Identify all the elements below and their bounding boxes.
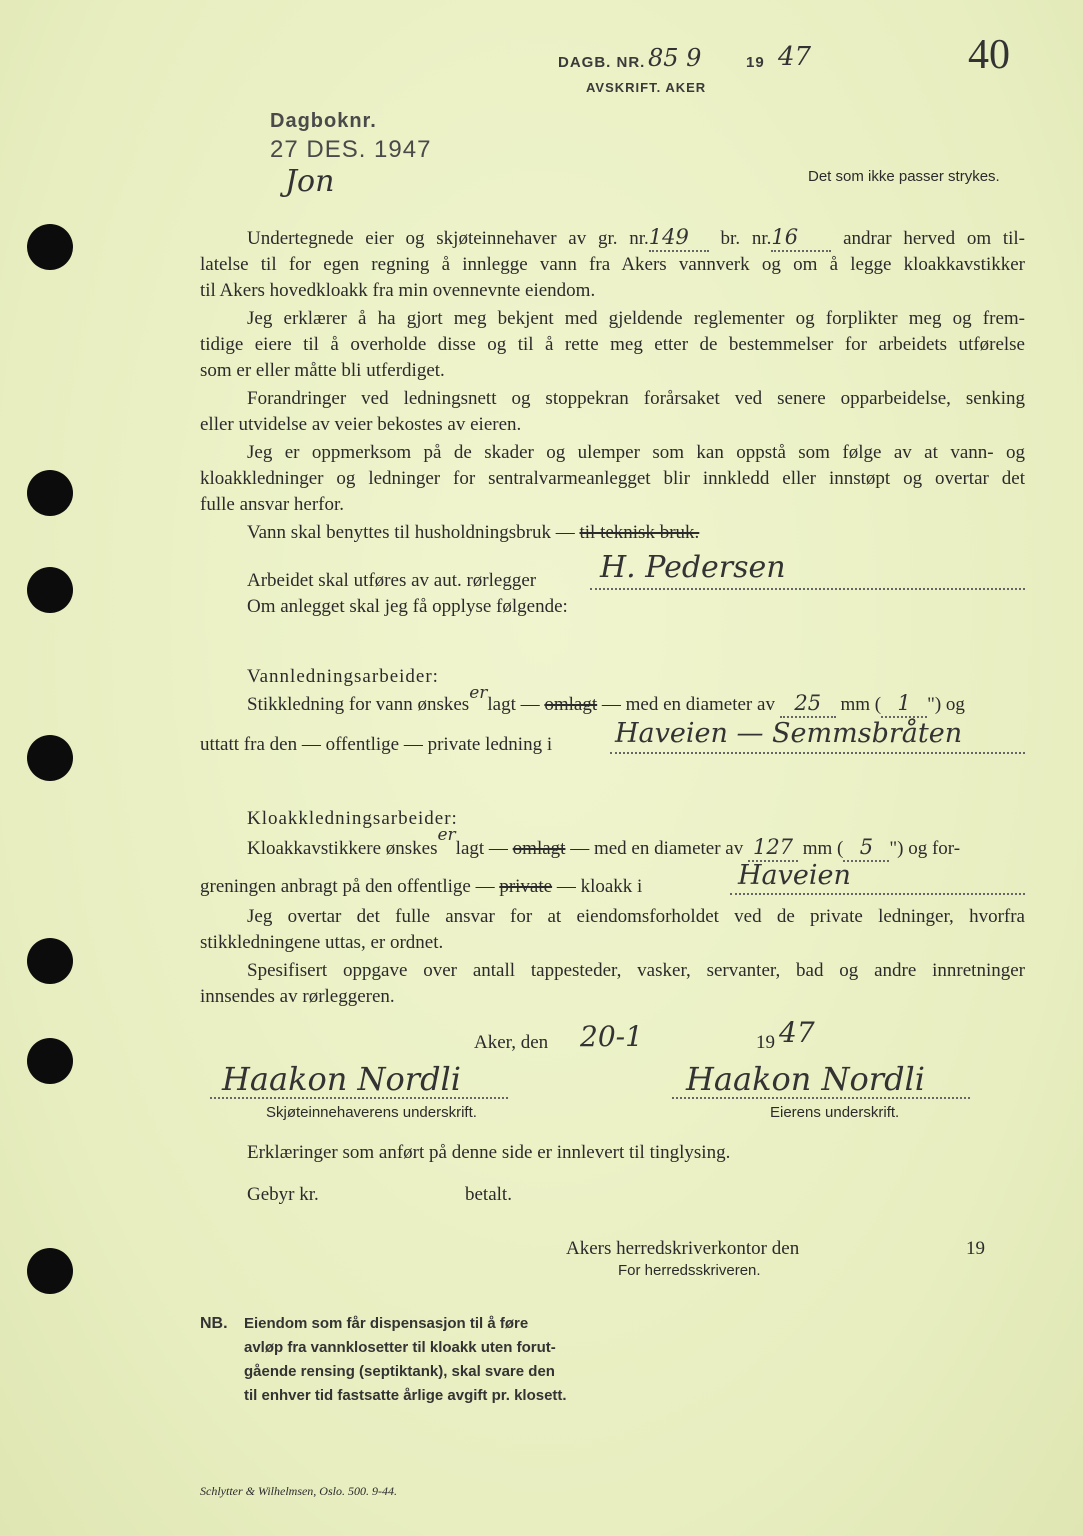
page-number: 40 <box>968 32 1010 78</box>
punch-hole <box>27 1038 73 1084</box>
para4-line3: fulle ansvar herfor. <box>200 494 345 515</box>
punch-hole <box>27 938 73 984</box>
header-note: Det som ikke passer strykes. <box>808 168 1000 185</box>
para4-line1: Jeg er oppmerksom på de skader og ulemper som kan oppstå som følge av at vann- og <box>247 442 1025 463</box>
br-nr-label: br. nr. <box>720 228 772 249</box>
dagbok-date: 27 DES. 1947 <box>270 136 432 163</box>
para4-line2: kloakkledninger og ledninger for sentralvarmeanlegget blir innkledd eller innstøpt og overtar det <box>200 468 1025 489</box>
punch-hole <box>27 470 73 516</box>
fee-label: Gebyr kr. <box>247 1184 319 1205</box>
para5-line2: stikkledningene uttas, er ordnet. <box>200 932 444 953</box>
para6-line1: Spesifisert oppgave over antall tappesteder, vasker, servanter, bad og andre innretninger <box>247 960 1025 981</box>
sewer-private-struck: private <box>499 876 553 897</box>
registration-text: Erklæringer som anført på denne side er innlevert til tinglysing. <box>247 1142 731 1163</box>
sewer-road-dotted-line <box>730 893 1025 895</box>
dagbok-label: Dagboknr. <box>270 110 377 132</box>
dagb-stamp <box>558 54 645 71</box>
water-use-line <box>247 520 699 546</box>
water-works-heading: Vannledningsarbeider: <box>247 666 439 687</box>
para1-text-end: andrar herved om til- <box>843 228 1026 249</box>
water-road: Haveien — Semmsbråten <box>615 718 963 749</box>
water-lagt: lagt — <box>487 694 540 715</box>
sewer-road: Haveien <box>738 860 851 891</box>
owner-signature-line <box>672 1097 970 1099</box>
sewer-line2-pre: greningen anbragt på den offentlige — <box>200 876 495 897</box>
water-use-text: Vann skal benyttes til husholdningsbruk — <box>247 522 575 543</box>
water-line1-mid: — med en diameter av <box>601 694 775 715</box>
dagb-stamp-year-prefix: 19 <box>746 54 765 71</box>
plumber-label: Arbeidet skal utføres av aut. rørlegger <box>247 570 537 591</box>
office-line: Akers herredskriverkontor den <box>566 1238 800 1259</box>
sewer-diameter-mm: 127 <box>748 834 798 862</box>
sewer-line1-pre: Kloakkavstikkere ønskes <box>247 838 438 859</box>
nb-line3: gående rensing (septiktank), skal svare den <box>244 1363 555 1380</box>
holder-signature-label: Skjøteinnehaverens underskrift. <box>266 1104 477 1121</box>
water-line2-pre: uttatt fra den — offentlige — private ledning i <box>200 734 553 755</box>
water-use-struck: til teknisk bruk. <box>579 522 700 543</box>
sewer-insert: er <box>437 825 456 845</box>
para6-line2: innsendes av rørleggeren. <box>200 986 395 1007</box>
dagb-stamp-year: 47 <box>778 42 812 72</box>
punch-hole <box>27 567 73 613</box>
sewer-lagt: lagt — <box>455 838 508 859</box>
printer-imprint: Schlytter & Wilhelmsen, Oslo. 500. 9-44. <box>200 1484 397 1498</box>
punch-hole <box>27 224 73 270</box>
dagb-stamp-label: DAGB. NR. <box>558 54 646 71</box>
holder-signature-line <box>210 1097 508 1099</box>
nb-line1: Eiendom som får dispensasjon til å føre <box>244 1315 529 1332</box>
water-omlagt-struck: omlagt <box>544 694 598 715</box>
owner-signature-label: Eierens underskrift. <box>770 1104 900 1121</box>
gr-nr-value: 149 <box>649 224 709 252</box>
owner-signature: Haakon Nordli <box>686 1060 926 1098</box>
year-prefix: 19 <box>756 1032 775 1053</box>
para1-line3: til Akers hovedkloakk fra min ovennevnte eiendom. <box>200 280 596 301</box>
place-label: Aker, den <box>474 1032 549 1053</box>
office-for: For herredsskriveren. <box>618 1262 761 1279</box>
water-works-line2 <box>200 732 552 758</box>
sewer-diameter-in: 5 <box>843 834 889 862</box>
para1-line2: latelse til for egen regning å innlegge vann fra Akers vannverk og om å legge kloakkavstikker <box>200 254 1025 275</box>
fee-paid: betalt. <box>465 1184 512 1205</box>
para3-line1: Forandringer ved ledningsnett og stoppekran forårsaket ved senere opparbeidelse, senking <box>247 388 1025 409</box>
water-mm-label: mm ( <box>840 694 882 715</box>
sewer-works-line1 <box>247 825 961 862</box>
para1-line1 <box>247 224 1025 252</box>
sewer-mm-label: mm ( <box>802 838 844 859</box>
date-value: 20-1 <box>580 1020 643 1053</box>
punch-hole <box>27 1248 73 1294</box>
sewer-works-heading: Kloakkledningsarbeider: <box>247 808 458 829</box>
nb-label: NB. <box>200 1315 228 1332</box>
sewer-line1-post: ") og for- <box>889 838 961 859</box>
punch-hole <box>27 735 73 781</box>
para5-line1: Jeg overtar det fulle ansvar for at eiendomsforholdet ved de private ledninger, hvorfra <box>247 906 1025 927</box>
dagb-stamp-number: 85 9 <box>648 44 702 72</box>
nb-line4: til enhver tid fastsatte årlige avgift pr. klosett. <box>244 1387 567 1404</box>
water-works-line1 <box>247 683 965 718</box>
sewer-line2-post: — kloakk i <box>556 876 643 897</box>
office-year: 19 <box>966 1238 985 1259</box>
water-diameter-in: 1 <box>881 690 927 718</box>
plumber-dotted-line <box>590 588 1025 590</box>
para2-line1: Jeg erklærer å ha gjort meg bekjent med gjeldende reglementer og forplikter meg og frem- <box>247 308 1025 329</box>
para2-line3: som er eller måtte bli utferdiget. <box>200 360 445 381</box>
water-insert: er <box>469 683 488 703</box>
holder-signature: Haakon Nordli <box>222 1060 462 1098</box>
plumber-signature: H. Pedersen <box>600 550 786 585</box>
year-value: 47 <box>779 1016 815 1049</box>
nb-line2: avløp fra vannklosetter til kloakk uten forut- <box>244 1339 556 1356</box>
dagbok-initials: Jon <box>285 164 335 199</box>
br-nr-value: 16 <box>771 224 831 252</box>
sewer-omlagt-struck: omlagt <box>512 838 566 859</box>
water-line1-pre: Stikkledning for vann ønskes <box>247 694 470 715</box>
sewer-line1-mid: — med en diameter av <box>570 838 744 859</box>
water-diameter-mm: 25 <box>780 690 836 718</box>
para3-line2: eller utvidelse av veier bekostes av eieren. <box>200 414 522 435</box>
sewer-works-line2 <box>200 874 642 900</box>
para1-text: Undertegnede eier og skjøteinnehaver av gr. nr. <box>247 228 649 249</box>
inform-label: Om anlegget skal jeg få opplyse følgende: <box>247 596 568 617</box>
water-road-dotted-line <box>610 752 1025 754</box>
avskrift-stamp: AVSKRIFT. AKER <box>586 80 707 95</box>
para2-line2: tidige eiere til å overholde disse og til å rette meg etter de bestemmelser for arbeidets utførelse <box>200 334 1025 355</box>
water-line1-post: ") og <box>927 694 965 715</box>
